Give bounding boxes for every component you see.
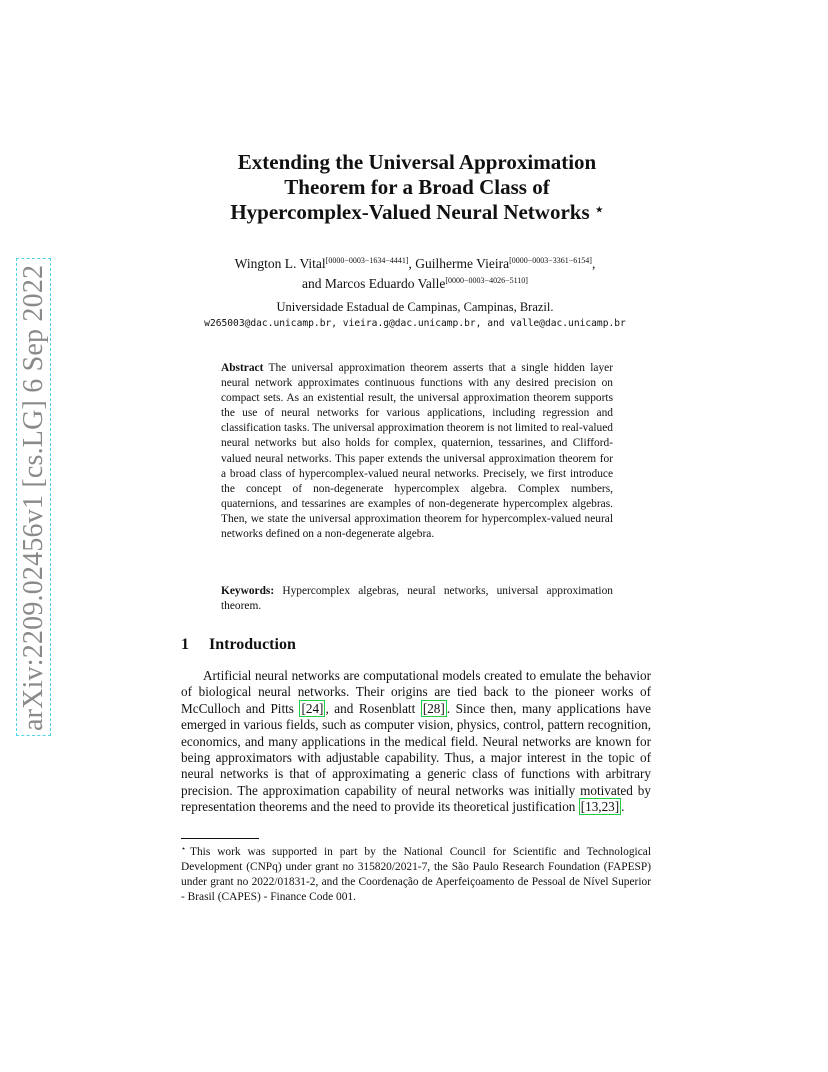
arxiv-stamp[interactable]: arXiv:2209.02456v1 [cs.LG] 6 Sep 2022 (16, 258, 51, 736)
title-line-2: Theorem for a Broad Class of (284, 174, 550, 199)
intro-text-4: . (621, 799, 625, 815)
footnote-mark: ⋆ (181, 844, 187, 853)
author-3-orcid[interactable]: [0000−0003−4026−5110] (445, 276, 528, 285)
abstract-text: The universal approximation theorem asserts that a single hidden layer neural network approximates continuous functions with any desired precision on compact sets. As an existential result, the universal approximation theorem supports the use of neural networks for various applications, including regression and classification tasks. The universal approximation theorem is not limited to real-valued neural networks but also holds for complex, quaternion, tessarines, and Clifford-valued neural networks. This paper extends the universal approximation theorem for a broad class of hypercomplex-valued neural networks. Precisely, we first introduce the concept of non-degenerate hypercomplex algebra. Complex numbers, quaternions, and tessarines are examples of non-degenerate hypercomplex algebras. Then, we state the universal approximation theorem for hypercomplex-valued neural networks defined on a non-degenerate algebra. (221, 362, 613, 541)
author-separator: , (591, 256, 596, 271)
citation-link[interactable]: [24] (301, 700, 324, 716)
title-line-3-text: Hypercomplex-Valued Neural Networks (230, 200, 590, 224)
section-number: 1 (181, 636, 189, 653)
footnote (181, 841, 651, 905)
footnote-rule (181, 838, 259, 839)
keywords-text: Hypercomplex algebras, neural networks, universal approximation theorem. (221, 585, 613, 613)
abstract-label: Abstract (221, 362, 264, 374)
intro-text-3: . Since then, many applications have emerged in various fields, such as computer vision, physics, control, pattern recognition, economics, and many applications in the medical field. Neural networks are known for being approximators with adjustable capability. Thus, a major interest in the topic of neural networks is that of approximating a generic class of functions with arbitrary precision. The approximation capability of neural networks was initially motivated by representation theorems and the need to provide its theoretical justification (181, 700, 652, 815)
author-emails[interactable]: w265003@dac.unicamp.br, vieira.g@dac.unicamp.br, and valle@dac.unicamp.br (204, 318, 626, 329)
section-title: Introduction (209, 636, 296, 653)
intro-text-2: , and Rosenblatt (325, 700, 421, 716)
author-1: Wington L. Vital (234, 256, 326, 271)
title-footnote-mark[interactable]: ⋆ (594, 203, 604, 218)
keywords (221, 584, 613, 614)
author-3: and Marcos Eduardo Valle (302, 276, 446, 291)
paper-title (180, 150, 654, 225)
footnote-text: This work was supported in part by the National Council for Scientific and Technological Development (CNPq) under grant no 315820/2021-7, the São Paulo Research Foundation (FAPESP) under grant no 2022/01831-2, and the Coordenação de Aperfeiçoamento de Pessoal de Nível Superior - Brasil (CAPES) - Finance Code 001. (181, 846, 651, 903)
intro-paragraph (181, 668, 651, 816)
affiliation: Universidade Estadual de Campinas, Campinas, Brazil. (276, 300, 554, 314)
author-line-1 (160, 252, 670, 272)
keywords-label: Keywords: (221, 585, 275, 597)
intro-text-1: Artificial neural networks are computational models created to emulate the behavior of biological neural networks. Their origins are tied back to the pioneer works of McCulloch and Pitts (181, 668, 651, 716)
author-list (160, 252, 670, 292)
citation-link[interactable]: [28] (422, 700, 445, 716)
abstract (221, 361, 613, 542)
section-heading (181, 636, 296, 654)
title-line-1: Extending the Universal Approximation (237, 150, 597, 174)
author-2-orcid[interactable]: [0000−0003−3361−6154] (509, 256, 592, 265)
citation-link[interactable]: [13,23] (580, 799, 620, 815)
author-1-orcid[interactable]: [0000−0003−1634−4441] (325, 256, 409, 265)
author-2: , Guilherme Vieira (408, 256, 510, 271)
title-line-3 (180, 199, 654, 225)
author-line-2 (160, 272, 670, 292)
